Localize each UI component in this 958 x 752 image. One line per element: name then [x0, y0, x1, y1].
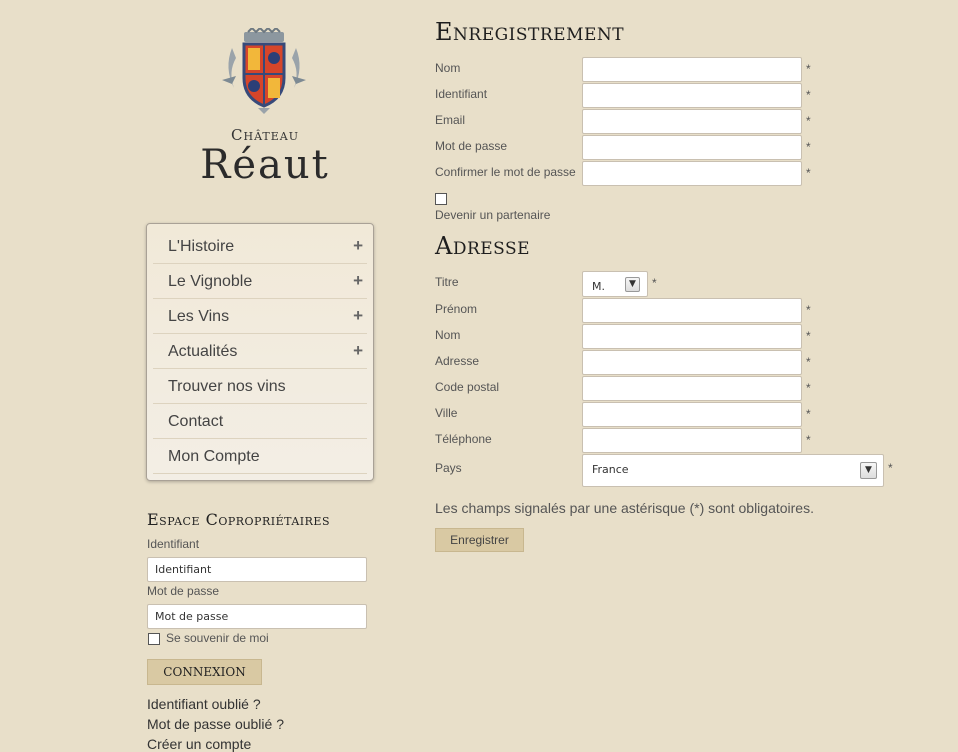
coat-of-arms-icon [222, 28, 306, 114]
ville-label: Ville [435, 406, 458, 420]
adresse-input[interactable] [582, 350, 802, 375]
prenom-label: Prénom [435, 302, 478, 316]
remember-me-label: Se souvenir de moi [166, 631, 269, 645]
nom-label: Nom [435, 61, 461, 75]
logo-text-reaut: Réaut [200, 142, 330, 188]
password-label: Mot de passe [147, 584, 220, 598]
owners-area-title: Espace Copropriétaires [147, 510, 330, 529]
enregistrer-button[interactable]: Enregistrer [435, 528, 524, 552]
password-label: Mot de passe [435, 139, 508, 153]
required-fields-note: Les champs signalés par une astérisque (*) sont obligatoires. [435, 500, 814, 516]
menu-item-histoire[interactable] [153, 230, 367, 264]
create-account-link[interactable]: Créer un compte [147, 736, 252, 752]
titre-select[interactable] [582, 271, 648, 297]
plus-icon[interactable]: + [353, 271, 363, 290]
code-postal-label: Code postal [435, 380, 500, 394]
menu-item-trouver-nos-vins[interactable] [153, 370, 367, 404]
required-marker: * [888, 461, 893, 475]
menu-item-label: Trouver nos vins [168, 378, 286, 395]
forgot-login-link[interactable]: Identifiant oublié ? [147, 696, 261, 712]
required-marker: * [806, 303, 811, 317]
pays-value: France [592, 463, 629, 476]
menu-item-label: Actualités [168, 343, 238, 360]
pays-label: Pays [435, 461, 462, 475]
plus-icon[interactable]: + [353, 306, 363, 325]
main-navigation [146, 223, 374, 481]
required-marker: * [806, 140, 811, 154]
password-field[interactable] [582, 135, 802, 160]
required-marker: * [806, 114, 811, 128]
chevron-down-icon[interactable]: ▼ [860, 462, 877, 479]
code-postal-input[interactable] [582, 376, 802, 401]
identifiant-label: Identifiant [435, 87, 488, 101]
telephone-input[interactable] [582, 428, 802, 453]
email-label: Email [435, 113, 466, 127]
address-nom-label: Nom [435, 328, 461, 342]
menu-item-vignoble[interactable] [153, 265, 367, 299]
required-marker: * [806, 329, 811, 343]
required-marker: * [806, 433, 811, 447]
forgot-password-link[interactable]: Mot de passe oublié ? [147, 716, 284, 732]
partner-checkbox[interactable] [435, 193, 447, 205]
confirm-password-field[interactable] [582, 161, 802, 186]
menu-item-actualites[interactable] [153, 335, 367, 369]
required-marker: * [806, 381, 811, 395]
required-marker: * [806, 355, 811, 369]
confirm-password-label: Confirmer le mot de passe [435, 165, 576, 179]
menu-item-contact[interactable] [153, 405, 367, 439]
login-label: Identifiant [147, 537, 200, 551]
chevron-down-icon[interactable]: ▼ [625, 277, 640, 292]
required-marker: * [652, 276, 657, 290]
titre-value: M. [592, 280, 605, 293]
ville-input[interactable] [582, 402, 802, 427]
adresse-label: Adresse [435, 354, 480, 368]
logo-text-chateau: Château [231, 126, 299, 144]
menu-item-label: L'Histoire [168, 238, 235, 255]
menu-item-vins[interactable] [153, 300, 367, 334]
password-input[interactable]: Mot de passe [147, 604, 367, 629]
remember-me-checkbox[interactable] [148, 633, 160, 645]
menu-item-label: Le Vignoble [168, 273, 253, 290]
prenom-input[interactable] [582, 298, 802, 323]
required-marker: * [806, 407, 811, 421]
plus-icon[interactable]: + [353, 236, 363, 255]
registration-title: Enregistrement [435, 18, 625, 46]
nom-input[interactable] [582, 57, 802, 82]
login-input[interactable]: Identifiant [147, 557, 367, 582]
plus-icon[interactable]: + [353, 341, 363, 360]
required-marker: * [806, 62, 811, 76]
pays-select[interactable] [582, 454, 884, 487]
email-input[interactable] [582, 109, 802, 134]
menu-item-label: Les Vins [168, 308, 230, 325]
menu-item-mon-compte[interactable] [153, 440, 367, 474]
partner-label: Devenir un partenaire [435, 208, 551, 222]
required-marker: * [806, 166, 811, 180]
menu-item-label: Mon Compte [168, 448, 260, 465]
connexion-button[interactable]: CONNEXION [147, 659, 262, 685]
required-marker: * [806, 88, 811, 102]
identifiant-input[interactable] [582, 83, 802, 108]
titre-label: Titre [435, 275, 459, 289]
address-title: Adresse [435, 232, 531, 260]
site-logo[interactable] [180, 22, 350, 192]
address-nom-input[interactable] [582, 324, 802, 349]
menu-item-label: Contact [168, 413, 224, 430]
telephone-label: Téléphone [435, 432, 492, 446]
